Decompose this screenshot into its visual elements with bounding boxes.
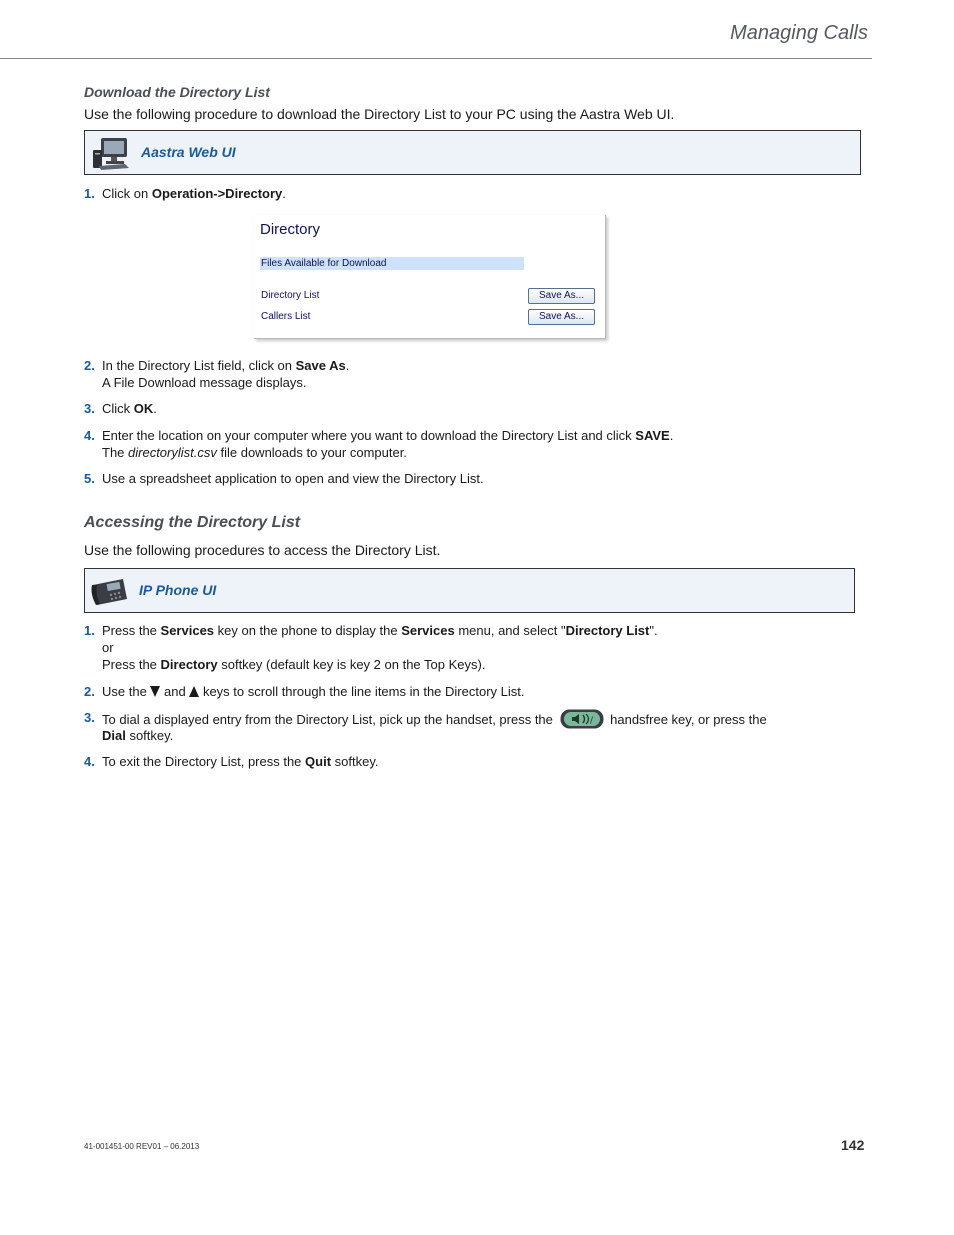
page-number: 142 (841, 1137, 865, 1153)
save-as-directory-button[interactable]: Save As... (528, 288, 595, 304)
ip-phone-ui-panel (84, 568, 855, 613)
step-subtext: Press the Directory softkey (default key is key 2 on the Top Keys). (102, 657, 486, 672)
step-number: 2. (84, 358, 95, 373)
step-number: 2. (84, 684, 95, 699)
list-item (84, 622, 904, 673)
aastra-web-ui-panel (84, 130, 861, 175)
step-number: 3. (84, 710, 95, 725)
step-subtext: Dial softkey. (102, 728, 174, 743)
phone-icon (89, 575, 129, 612)
computer-icon (91, 136, 131, 175)
accessing-intro: Use the following procedures to access the Directory List. (84, 542, 441, 558)
files-section-label: Files Available for Download (261, 258, 387, 269)
step-text: Use the and keys to scroll through the line items in the Directory List. (102, 684, 525, 699)
svg-text:/: / (589, 716, 593, 726)
directory-screenshot (254, 215, 606, 339)
step-text: Use a spreadsheet application to open and view the Directory List. (102, 471, 484, 486)
step-text: In the Directory List field, click on Save As. (102, 358, 350, 373)
directory-title: Directory (260, 221, 321, 238)
page-header-title: Managing Calls (730, 22, 868, 44)
section-heading-download: Download the Directory List (84, 84, 270, 100)
list-item (84, 427, 884, 461)
step-number: 3. (84, 401, 95, 416)
directory-list-label: Directory List (261, 290, 320, 301)
step-number: 5. (84, 471, 95, 486)
step-text: Enter the location on your computer where you want to download the Directory List and click SAVE. (102, 428, 674, 443)
list-item (84, 683, 904, 700)
step-or: or (102, 640, 114, 655)
section-heading-accessing: Accessing the Directory List (84, 514, 301, 531)
download-intro: Use the following procedure to download the Directory List to your PC using the Aastra Web UI. (84, 106, 675, 122)
document-code: 41-001451-00 REV01 – 06.2013 (84, 1142, 200, 1151)
list-item (84, 470, 884, 487)
step-text: Press the Services key on the phone to display the Services menu, and select "Directory List". (102, 623, 658, 638)
callers-list-label: Callers List (261, 311, 311, 322)
arrow-down-icon (150, 686, 160, 697)
step-number: 1. (84, 186, 95, 201)
arrow-up-icon (189, 686, 199, 697)
step-text: Click OK. (102, 401, 157, 416)
save-as-callers-button[interactable]: Save As... (528, 309, 595, 325)
list-item (84, 400, 884, 417)
step-number: 1. (84, 623, 95, 638)
step-number: 4. (84, 754, 95, 769)
step-subtext: The directorylist.csv file downloads to your computer. (102, 445, 407, 460)
panel-label-aastra-web-ui: Aastra Web UI (141, 144, 236, 160)
step-text: To dial a displayed entry from the Directory List, pick up the handset, press the / handsfree key, or press the (102, 709, 767, 729)
handsfree-key-icon (560, 709, 604, 729)
step-number: 4. (84, 428, 95, 443)
step-subtext: A File Download message displays. (102, 375, 307, 390)
list-item (84, 185, 884, 202)
list-item (84, 357, 884, 391)
panel-label-ip-phone-ui: IP Phone UI (139, 582, 217, 598)
list-item (84, 753, 904, 770)
header-divider (0, 58, 872, 59)
step-text: Click on Operation->Directory. (102, 186, 286, 201)
step-text: To exit the Directory List, press the Quit softkey. (102, 754, 379, 769)
list-item (84, 709, 904, 743)
